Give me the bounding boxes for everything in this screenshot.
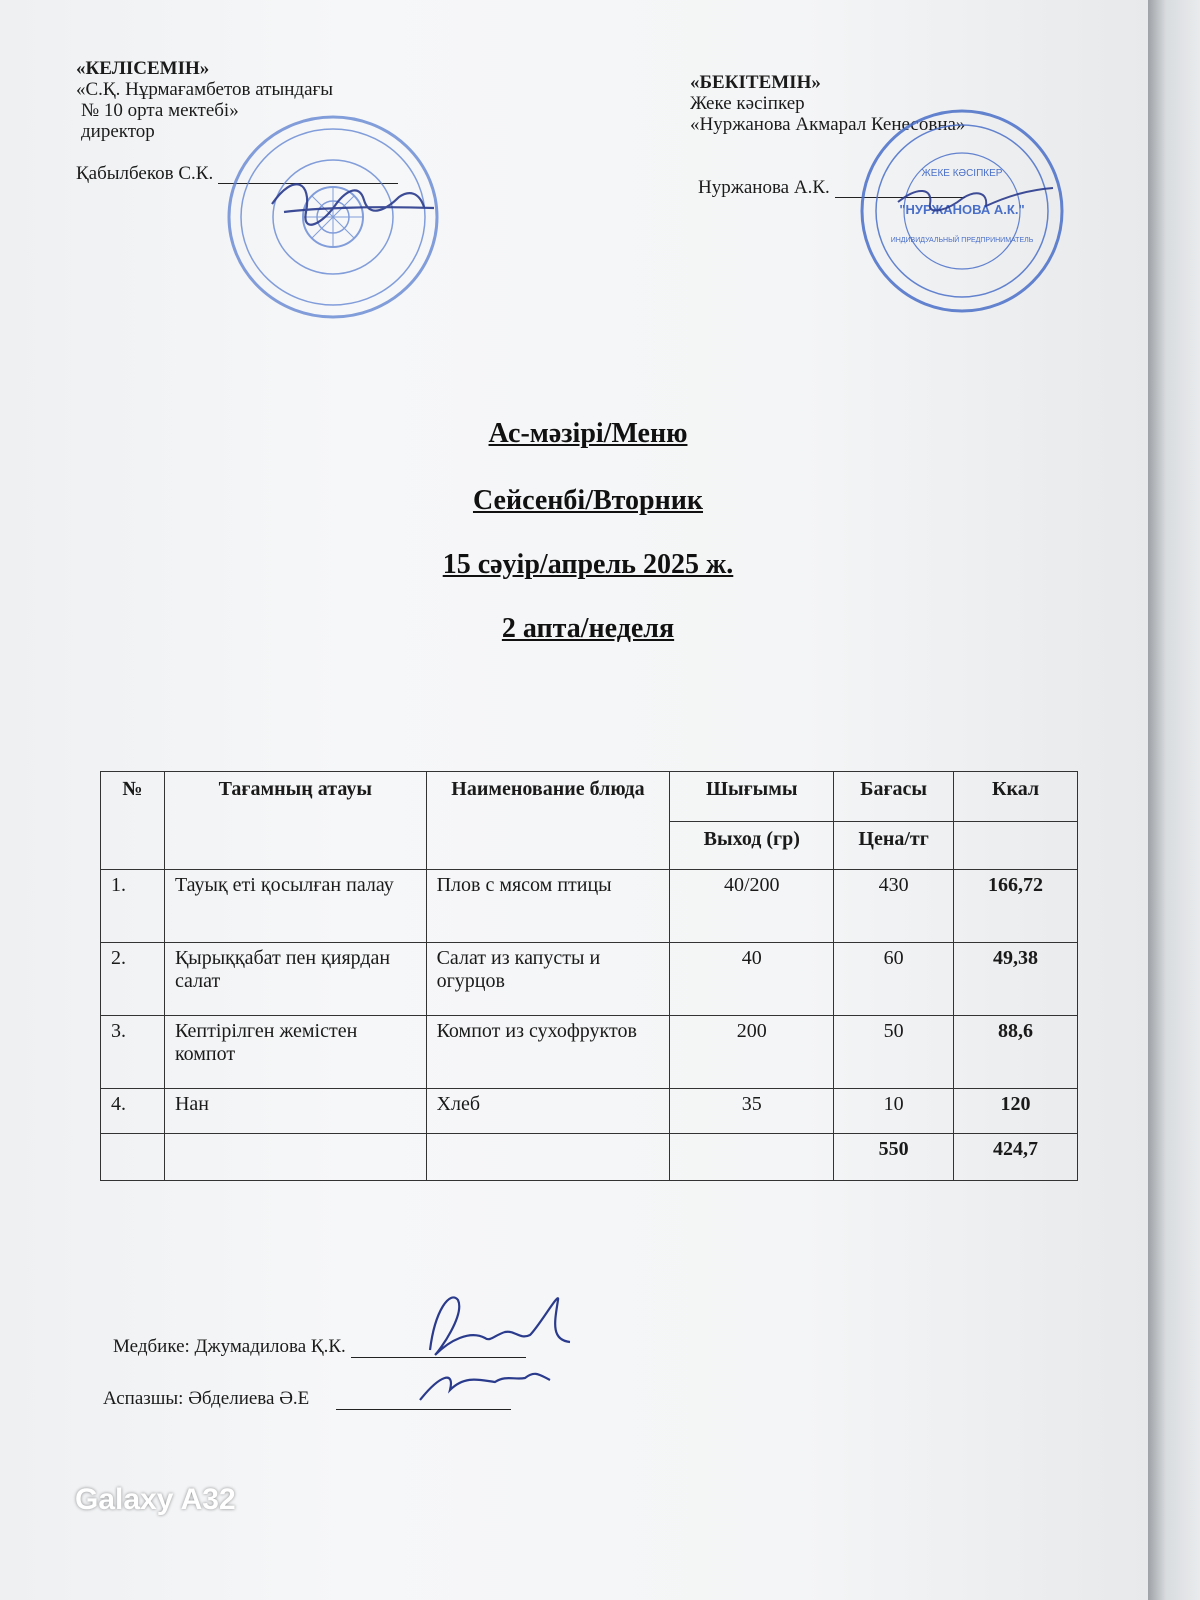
- col-price-ru-header: Цена/тг: [834, 822, 954, 870]
- table-row: [101, 943, 1078, 1016]
- nurse-label: Медбике: Джумадилова Қ.К.: [113, 1336, 346, 1357]
- row-name-kz: Нан: [164, 1089, 426, 1134]
- row-name-ru: Хлеб: [426, 1089, 670, 1134]
- table-row: [101, 1089, 1078, 1134]
- agree-title: «КЕЛІСЕМІН»: [76, 58, 210, 79]
- row-name-ru: Салат из капусты и огурцов: [426, 943, 670, 1016]
- table-row: [101, 870, 1078, 943]
- approve-line-1: Жеке кәсіпкер: [690, 93, 805, 114]
- stamp-text-bottom: ИНДИВИДУАЛЬНЫЙ ПРЕДПРИНИМАТЕЛЬ: [890, 237, 1034, 244]
- col-price-kz-header: Бағасы: [834, 772, 954, 822]
- col-name-ru-header: Наименование блюда: [426, 772, 670, 870]
- row-kcal: 88,6: [954, 1016, 1078, 1089]
- menu-table: [100, 771, 1078, 1181]
- row-name-kz: Қырыққабат пен қиярдан салат: [164, 943, 426, 1016]
- heading-day: Сейсенбі/Вторник: [472, 485, 704, 516]
- row-yield: 40: [670, 943, 834, 1016]
- row-yield: 35: [670, 1089, 834, 1134]
- row-name-ru: Компот из сухофруктов: [426, 1016, 670, 1089]
- col-kcal-header: Ккал: [954, 772, 1078, 822]
- stamp-text-name: "НУРЖАНОВА А.К.": [899, 202, 1025, 217]
- col-yield-kz-header: Шығымы: [670, 772, 834, 822]
- col-kcal-subheader: [954, 822, 1078, 870]
- approve-title: «БЕКІТЕМІН»: [690, 72, 821, 93]
- heading-menu: Ас-мәзірі/Меню: [488, 418, 688, 449]
- row-name-kz: Кептірілген жемістен компот: [164, 1016, 426, 1089]
- approve-signer: Нуржанова А.К.: [698, 177, 830, 198]
- col-yield-ru-header: Выход (гр): [670, 822, 834, 870]
- agree-signer: Қабылбеков С.К.: [76, 163, 214, 184]
- row-name-ru: Плов с мясом птицы: [426, 870, 670, 943]
- row-num: 1.: [101, 870, 165, 943]
- table-total-row: [101, 1134, 1078, 1181]
- total-price: 550: [834, 1134, 954, 1181]
- agree-line-2: № 10 орта мектебі»: [81, 100, 239, 121]
- row-kcal: 166,72: [954, 870, 1078, 943]
- row-num: 4.: [101, 1089, 165, 1134]
- cook-label: Аспазшы: Әбделиева Ә.Е: [103, 1388, 310, 1409]
- entrepreneur-stamp: [858, 106, 1066, 316]
- heading-week: 2 апта/неделя: [501, 613, 675, 644]
- row-yield: 40/200: [670, 870, 834, 943]
- approve-line-2: «Нуржанова Акмарал Кенесовна»: [690, 114, 966, 135]
- row-yield: 200: [670, 1016, 834, 1089]
- col-name-kz-header: Тағамның атауы: [164, 772, 426, 870]
- agree-line-1: «С.Қ. Нұрмағамбетов атындағы: [76, 79, 334, 100]
- table-row: [101, 1016, 1078, 1089]
- row-num: 2.: [101, 943, 165, 1016]
- handwritten-signatures: [410, 1280, 590, 1410]
- row-price: 10: [834, 1089, 954, 1134]
- table-header-row: [101, 772, 1078, 822]
- school-stamp: [224, 112, 442, 322]
- row-price: 50: [834, 1016, 954, 1089]
- row-name-kz: Тауық еті қосылған палау: [164, 870, 426, 943]
- background-surface: [1148, 0, 1200, 1600]
- total-kcal: 424,7: [954, 1134, 1078, 1181]
- row-price: 430: [834, 870, 954, 943]
- device-watermark: Galaxy A32: [75, 1483, 236, 1516]
- col-num-header: №: [101, 772, 165, 870]
- row-price: 60: [834, 943, 954, 1016]
- agree-line-3: директор: [81, 121, 155, 142]
- row-kcal: 120: [954, 1089, 1078, 1134]
- heading-date: 15 сәуір/апрель 2025 ж.: [442, 549, 734, 580]
- row-kcal: 49,38: [954, 943, 1078, 1016]
- row-num: 3.: [101, 1016, 165, 1089]
- stamp-text-top: ЖЕКЕ КӘСІПКЕР: [921, 168, 1003, 179]
